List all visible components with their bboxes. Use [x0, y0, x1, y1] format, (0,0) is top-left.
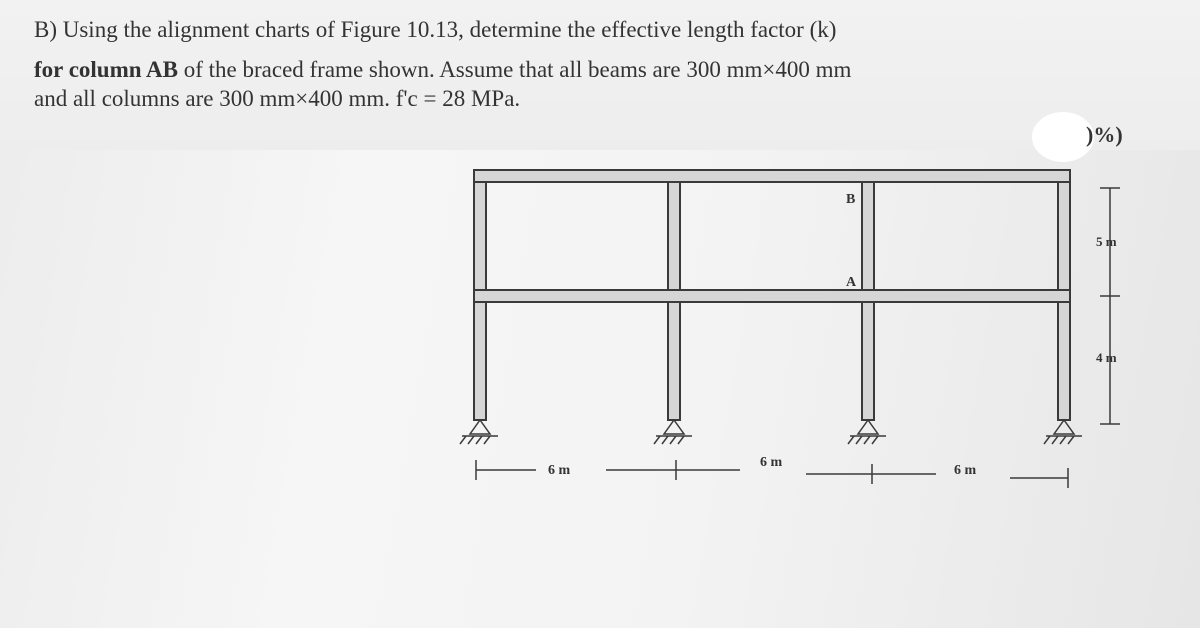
vertical-dimension [1100, 188, 1120, 424]
lower-column-1 [474, 302, 486, 420]
dim-top-storey: 5 m [1096, 234, 1117, 249]
upper-column-4 [1058, 182, 1070, 290]
joint-label-b: B [846, 192, 856, 207]
floor-beam [474, 290, 1070, 302]
concrete-strength-text: f'c = 28 MPa. [390, 86, 521, 111]
upper-column-ab [862, 182, 874, 290]
upper-column-2 [668, 182, 680, 290]
roof-beam [474, 170, 1070, 182]
question-line-2-rest: of the braced frame shown. Assume that all beams are 300 mm×400 mm [177, 57, 852, 82]
lower-column-2 [668, 302, 680, 420]
bay-2-dimension: 6 m [760, 455, 783, 470]
marks-text: )%) [1086, 122, 1123, 147]
bay-3-dimension: 6 m [954, 463, 977, 478]
upper-column-1 [474, 182, 486, 290]
lower-column-4 [1058, 302, 1070, 420]
support-1 [460, 420, 498, 444]
question-line-1: B) Using the alignment charts of Figure 10.13, determine the effective length factor (k) [34, 17, 837, 42]
column-ab-text: for column AB [34, 57, 178, 82]
support-4 [1044, 420, 1082, 444]
lower-column-3 [862, 302, 874, 420]
joint-label-a: A [846, 275, 857, 290]
bay-1-dimension: 6 m [548, 463, 571, 478]
question-line-3-text: and all columns are 300 mm×400 mm. [34, 86, 390, 111]
support-3 [848, 420, 886, 444]
support-2 [654, 420, 692, 444]
dim-bottom-storey: 4 m [1096, 350, 1117, 365]
